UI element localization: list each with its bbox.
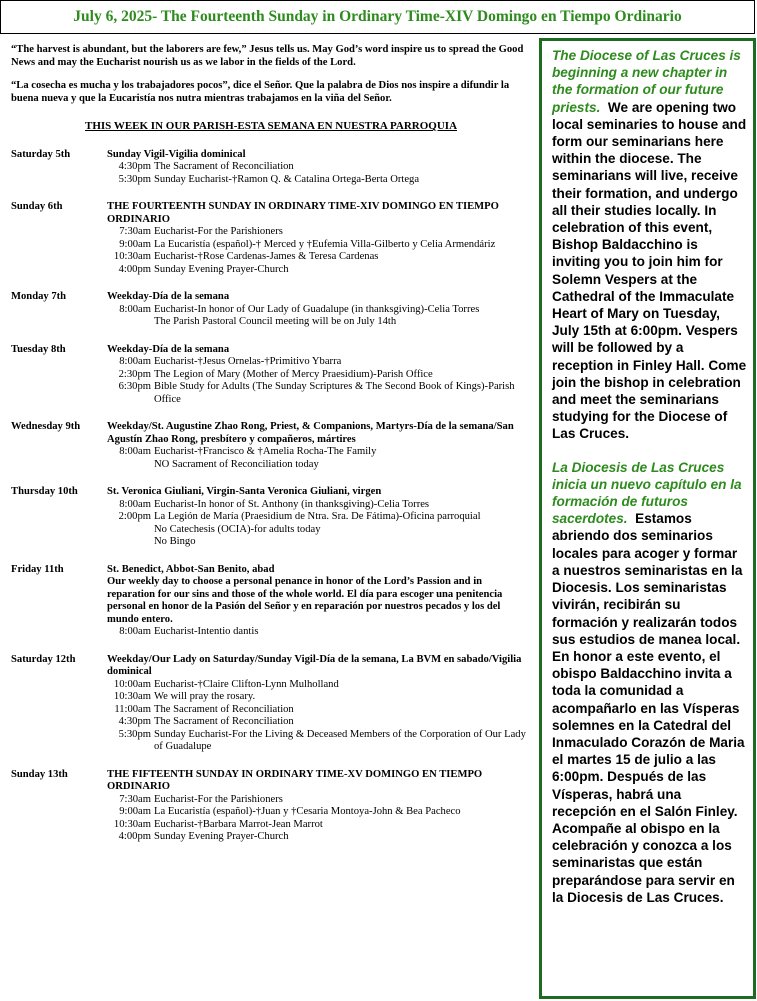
- item-description: Eucharist-†Barbara Marrot-Jean Marrot: [154, 818, 323, 830]
- item-time: 4:00pm: [118, 831, 151, 842]
- item-time: 9:00am: [119, 806, 151, 817]
- item-time: 4:30pm: [118, 716, 151, 727]
- intro-english: “The harvest is abundant, but the laborers are few,” Jesus tells us. May God’s word inspire us to spread the Good News and may the Eucharist nourish us as we labor in the fields of the Lord.: [11, 44, 524, 68]
- day-title: THE FIFTEENTH SUNDAY IN ORDINARY TIME-XV DOMINGO EN TIEMPO ORDINARIO: [107, 768, 483, 792]
- day-name: Sunday 6th: [11, 201, 63, 212]
- item-description: Sunday Eucharist-†Ramon Q. & Catalina Ortega-Berta Ortega: [154, 173, 420, 185]
- announcement-spanish-lead: La Diocesis de Las Cruces inicia un nuevo capítulo en la formación de futuros sacerdotes.: [552, 459, 742, 527]
- schedule-item: [107, 806, 531, 819]
- schedule-item: [107, 691, 531, 704]
- item-description: Eucharist-In honor of Our Lady of Guadalupe (in thanksgiving)-Celia Torres: [154, 303, 480, 315]
- schedule-item: [107, 626, 531, 639]
- schedule-item: [107, 264, 531, 277]
- bulletin-title: July 6, 2025- The Fourteenth Sunday in Ordinary Time-XIV Domingo en Tiempo Ordinario: [0, 0, 755, 34]
- schedule-item: [107, 831, 531, 844]
- day-note: NO Sacrament of Reconciliation today: [154, 458, 319, 470]
- schedule-item: [107, 161, 531, 174]
- schedule-item: [107, 251, 531, 264]
- schedule-heading: THIS WEEK IN OUR PARISH-ESTA SEMANA EN NUESTRA PARROQUIA: [84, 120, 458, 132]
- day-details: [107, 486, 531, 549]
- schedule-item: [107, 226, 531, 239]
- item-description: The Legion of Mary (Mother of Mercy Praesidium)-Parish Office: [154, 368, 433, 380]
- day-title: St. Benedict, Abbot-San Benito, abad: [107, 563, 275, 575]
- day-title: THE FOURTEENTH SUNDAY IN ORDINARY TIME-XIV DOMINGO EN TIEMPO ORDINARIO: [107, 201, 499, 225]
- day-details: [107, 201, 531, 276]
- item-description: Eucharist-†Rose Cardenas-James & Teresa Cardenas: [154, 251, 379, 262]
- item-description: Eucharist-For the Parishioners: [154, 226, 283, 237]
- day-title: St. Veronica Giuliani, Virgin-Santa Veronica Giuliani, virgen: [107, 486, 382, 497]
- schedule-column: [11, 44, 531, 859]
- item-time: 8:00am: [119, 626, 151, 637]
- item-time: 7:30am: [119, 226, 151, 237]
- item-description: Sunday Eucharist-For the Living & Deceased Members of the Corporation of Our Lady of Guadalupe: [154, 728, 526, 752]
- schedule-item: [107, 499, 531, 512]
- item-time: 5:30pm: [118, 728, 151, 740]
- day-name: Thursday 10th: [11, 486, 78, 497]
- seminary-announcement: [539, 38, 756, 999]
- schedule-item: [107, 304, 531, 317]
- item-description: We will pray the rosary.: [154, 691, 256, 702]
- item-time: 2:00pm: [118, 511, 151, 522]
- day-note: No Bingo: [154, 536, 196, 547]
- item-description: The Sacrament of Reconciliation: [154, 716, 294, 727]
- day-title: Weekday/Our Lady on Saturday/Sunday Vigil-Día de la semana, La BVM en sabado/Vigilia dominical: [107, 653, 522, 677]
- day-details: [107, 421, 531, 471]
- schedule-day: [11, 486, 531, 549]
- item-description: Sunday Evening Prayer-Church: [154, 263, 289, 275]
- day-details: [107, 344, 531, 407]
- day-title: Weekday-Día de la semana: [107, 291, 230, 302]
- announcement-english-lead: The Diocese of Las Cruces is beginning a new chapter in the formation of our future priests.: [552, 48, 741, 115]
- schedule-item: [107, 819, 531, 832]
- item-time: 7:30am: [119, 793, 151, 805]
- day-name: Wednesday 9th: [11, 421, 81, 432]
- day-name: Tuesday 8th: [11, 343, 66, 355]
- schedule-item: [107, 239, 531, 252]
- day-title: Weekday/St. Augustine Zhao Rong, Priest, & Companions, Martyrs-Día de la semana/San Agustín Zhao Rong, presbítero y compañeros, mártires: [107, 421, 514, 445]
- schedule-day: [11, 201, 531, 276]
- item-description: Sunday Evening Prayer-Church: [154, 831, 289, 842]
- schedule-day: [11, 291, 531, 329]
- day-name: Saturday 5th: [11, 148, 71, 160]
- item-time: 4:30pm: [118, 161, 151, 172]
- schedule-item: [107, 174, 531, 187]
- item-time: 8:00am: [119, 356, 151, 367]
- item-time: 10:30am: [113, 818, 151, 830]
- day-details: [107, 291, 531, 329]
- item-description: Eucharist-†Jesus Ornelas-†Primitivo Ybarra: [154, 356, 342, 367]
- schedule-item: [107, 446, 531, 459]
- schedule-day: [11, 421, 531, 471]
- day-title: Weekday-Día de la semana: [107, 343, 230, 355]
- day-name: Sunday 13th: [11, 768, 68, 780]
- schedule-item: [107, 381, 531, 406]
- item-time: 10:00am: [113, 678, 151, 690]
- item-time: 8:00am: [119, 446, 151, 457]
- item-description: La Eucaristía (español)-†Juan y †Cesaria Montoya-John & Bea Pacheco: [154, 806, 461, 817]
- item-description: Eucharist-For the Parishioners: [154, 793, 283, 805]
- item-description: Eucharist-Intentio dantis: [154, 626, 259, 637]
- day-details: [107, 654, 531, 754]
- schedule-item: [107, 716, 531, 729]
- day-list: [11, 149, 531, 844]
- schedule-item: [107, 369, 531, 382]
- day-name: Monday 7th: [11, 291, 67, 302]
- item-time: 8:00am: [119, 303, 151, 315]
- item-time: 10:30am: [113, 691, 151, 702]
- item-time: 8:00am: [119, 498, 151, 510]
- schedule-item: [107, 511, 531, 524]
- item-description: Eucharist-In honor of St. Anthony (in thanksgiving)-Celia Torres: [154, 498, 430, 510]
- announcement-english: [552, 47, 747, 443]
- item-time: 11:00am: [114, 703, 151, 715]
- item-description: Eucharist-†Francisco & †Amelia Rocha-The Family: [154, 446, 377, 457]
- schedule-day: [11, 344, 531, 407]
- item-time: 9:00am: [119, 238, 151, 250]
- item-description: Eucharist-†Claire Clifton-Lynn Mulholland: [154, 678, 339, 690]
- schedule-item: [107, 704, 531, 717]
- day-note: The Parish Pastoral Council meeting will be on July 14th: [154, 316, 397, 327]
- announcement-english-body: We are opening two local seminaries to house and form our seminarians here within the diocese. The seminarians will live, receive their formation, and undergo all their studies locally. In celebration of this event, Bishop Baldacchino is inviting you to join him for Solemn Vespers at the Cathedral of the Immaculate Heart of Mary on Tuesday, July 15th at 6:00pm. Vespers will be followed by a reception in Finley Hall. Come join the bishop in celebration and meet the seminarians studying for the Diocese of Las Cruces.: [552, 99, 747, 442]
- item-description: The Sacrament of Reconciliation: [154, 161, 294, 172]
- schedule-day: [11, 769, 531, 844]
- item-description: Bible Study for Adults (The Sunday Scriptures & The Second Book of Kings)-Parish Office: [154, 381, 515, 405]
- schedule-item: [107, 794, 531, 807]
- announcement-spanish: [552, 459, 747, 906]
- day-details: [107, 149, 531, 187]
- item-description: La Legión de María (Praesidium de Ntra. Sra. De Fátima)-Oficina parroquial: [154, 511, 481, 522]
- item-time: 5:30pm: [118, 173, 151, 185]
- announcement-spanish-body: Estamos abriendo dos seminarios locales para acoger y formar a nuestros seminaristas en la Diocesis. Los seminaristas vivirán, recibirán su formación y realizarán todos sus estudios de manea local. En honor a este evento, el obispo Baldacchino invita a toda la comunidad a acompañarlo en las Vísperas solemnes en la Catedral del Inmaculado Corazón de Maria el martes 15 de julio a las 6:00pm. Después de las Vísperas, habrá una recepción en el Salón Finley. Acompañe al obispo en la celebración y conozca a los seminaristas que están preparándose para servir en la Diocesis de Las Cruces.: [552, 511, 745, 905]
- item-description: The Sacrament of Reconciliation: [154, 703, 294, 715]
- item-description: La Eucaristía (español)-† Merced y †Eufemia Villa-Gilberto y Celia Armendáriz: [154, 238, 496, 250]
- day-name: Friday 11th: [11, 563, 64, 575]
- item-time: 2:30pm: [118, 368, 151, 380]
- day-paragraph: Our weekly day to choose a personal penance in honor of the Lord’s Passion and in reparation for our sins and those of the whole world. El día para escoger una penitencia personal en honor de la Pasión del Señor y en reparación por nuestros pecados y los del mundo entero.: [107, 576, 503, 625]
- item-time: 4:00pm: [118, 263, 151, 275]
- schedule-item: [107, 356, 531, 369]
- day-title: Sunday Vigil-Vigilia dominical: [107, 148, 246, 160]
- schedule-item: [107, 679, 531, 692]
- intro-spanish: “La cosecha es mucha y los trabajadores pocos”, dice el Señor. Que la palabra de Dios nos inspire a difundir la buena nueva y que la Eucaristía nos nutra mientras trabajamos en la viña del Señor.: [11, 80, 510, 104]
- schedule-day: [11, 149, 531, 187]
- schedule-day: [11, 654, 531, 754]
- day-note: No Catechesis (OCIA)-for adults today: [154, 523, 321, 535]
- day-details: [107, 769, 531, 844]
- day-name: Saturday 12th: [11, 653, 76, 665]
- schedule-item: [107, 729, 531, 754]
- day-details: [107, 564, 531, 639]
- item-time: 10:30am: [113, 251, 151, 262]
- item-time: 6:30pm: [118, 381, 151, 392]
- schedule-day: [11, 564, 531, 639]
